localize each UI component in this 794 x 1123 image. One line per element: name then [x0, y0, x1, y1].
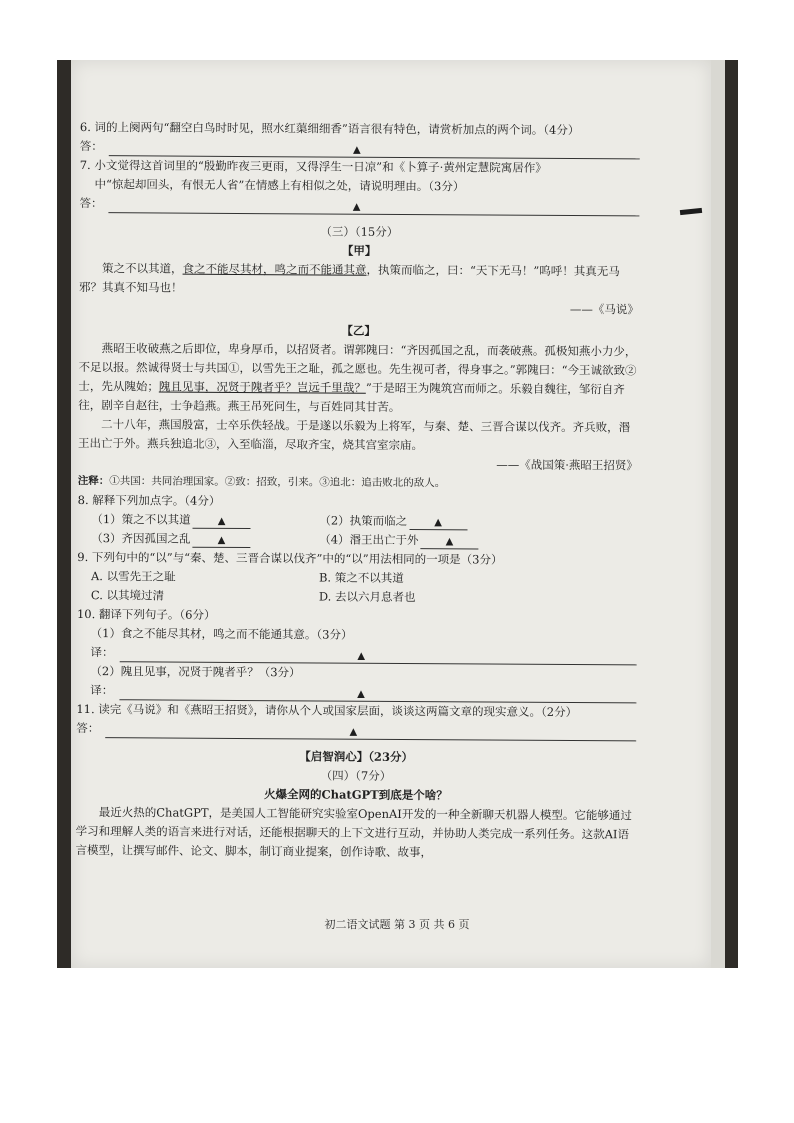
translation-row-2	[76, 681, 636, 703]
answer-marker: ▲	[353, 144, 361, 156]
article-title: 火爆全网的ChatGPT到底是个啥？	[263, 787, 448, 803]
paper-edge	[711, 60, 725, 968]
translation-label: 译：	[90, 683, 114, 698]
page-content	[75, 118, 640, 863]
yi-text-1: 燕昭王收破燕之后即位，卑身厚币，以招贤者。谓郭隗曰：“齐因孤国之乱，而袭破燕。孤极知燕小力少，不足以报。然诚得贤士与共国①，以雪先王之耻，孤之愿也。先生视可者，得身事之。”郭隗曰：“今王诚欲致②士，先从隗始；	[78, 341, 637, 394]
answer-blank: ▲	[409, 516, 467, 530]
section-3-title: （三）（15分）	[320, 224, 399, 239]
translation-label: 译：	[90, 645, 114, 660]
question-7-line-1: 7. 小文觉得这首词里的“殷勤昨夜三更雨，又得浮生一日凉”和《卜算子·黄州定慧院寓居作》	[79, 157, 547, 175]
answer-marker: ▲	[349, 726, 358, 738]
annotation-label: 注释：	[77, 474, 110, 488]
answer-marker: ▲	[352, 201, 361, 213]
jia-text-3: ，执策而临之，曰：“天下无马！”呜呼！其真无马邪？其真不知马也！	[78, 262, 620, 295]
passage-yi-heading: 【乙】	[341, 323, 376, 338]
answer-blank: ▲	[420, 535, 478, 549]
q10-sentence-2: （2）隗且见事，况贤于隗者乎？（3分）	[90, 664, 301, 680]
answer-label: 答：	[79, 195, 103, 211]
page-footer: 初二语文试题 第 3 页 共 6 页	[324, 918, 470, 931]
q8-item-1: （1）策之不以其道 ▲	[77, 510, 319, 530]
annotation-text: ①共国：共同治理国家。②致：招致，引来。③追北：追击败北的敌人。	[109, 475, 446, 490]
q9-option-b: B. 策之不以其道	[318, 570, 404, 585]
article-body: 最近火热的ChatGPT，是美国人工智能研究实验室OpenAI开发的一种全新聊天机器人模型。它能够通过学习和理解人类的语言来进行对话，还能根据聊天的上下文进行互动，并协助人类完成一系列任务。这款AI语言模型，让撰写邮件、论文、脚本，制订商业提案，创作诗歌、故事，	[75, 805, 632, 860]
q8-item-4: （4）湣王出亡于外 ▲	[319, 530, 478, 550]
yi-text-underlined: 隗且见事，况贤于隗者乎？岂远千里哉？	[158, 379, 366, 395]
section-qizhi-title: 【启智润心】（23分）	[299, 749, 414, 765]
passage-jia	[79, 259, 639, 300]
jia-text-underlined: 食之不能尽其材，鸣之而不能通其意	[182, 261, 367, 277]
jia-text-1: 策之不以其道，	[102, 261, 183, 276]
answer-marker: ▲	[357, 688, 365, 700]
q8-item-3: （3）齐因孤国之乱 ▲	[77, 529, 319, 549]
passage-yi-paragraph-2: 二十八年，燕国殷富，士卒乐佚轻战。于是遂以乐毅为上将军，与秦、楚、三晋合谋以伐齐。齐兵败，湣王出亡于外。燕兵独追北③，入至临淄，尽取齐宝，烧其宫室宗庙。	[77, 417, 631, 453]
question-7-line-2: 中“惊起却回头，有恨无人省”在情感上有相似之处，请说明理由。（3分）	[94, 177, 465, 194]
answer-row-7	[79, 194, 639, 216]
question-6: 6. 词的上阕两句“翻空白鸟时时见，照水红蕖细细香”语言很有特色，请赏析加点的两个词。（4分）	[79, 119, 580, 138]
passage-yi-paragraph-1	[78, 339, 638, 418]
answer-row-11	[76, 719, 636, 741]
answer-blank: ▲	[193, 515, 251, 529]
passage-jia-heading: 【甲】	[341, 243, 377, 258]
answer-label: 答：	[76, 720, 100, 736]
jia-source: ——《马说》	[569, 301, 639, 317]
yi-source: ——《战国策·燕昭王招贤》	[496, 457, 638, 473]
question-8: 8. 解释下列加点字。（4分）	[77, 492, 221, 508]
section-4-title: （四）（7分）	[320, 768, 392, 783]
answer-label: 答：	[79, 138, 103, 154]
answer-marker: ▲	[357, 650, 366, 662]
q9-option-d: D. 去以六月息者也	[318, 589, 416, 605]
question-9: 9. 下列句中的“以”与“秦、楚、三晋合谋以伐齐”中的“以”用法相同的一项是（3分）	[77, 549, 503, 567]
q10-sentence-1: （1）食之不能尽其材，鸣之而不能通其意。（3分）	[90, 626, 353, 642]
answer-line	[108, 199, 639, 216]
answer-line	[105, 724, 636, 741]
question-10: 10. 翻译下列句子。（6分）	[76, 606, 216, 622]
yi-text-3: ”于是昭王为隗筑宫而师之。乐毅自魏往，邹衍自齐往，剧辛自赵往，士争趋燕。燕王吊死问生，与百姓同其甘苦。	[78, 380, 625, 414]
answer-row-6	[80, 137, 640, 159]
question-11: 11. 读完《马说》和《燕昭王招贤》，请你从个人或国家层面，谈谈这两篇文章的现实意义。（2分）	[76, 701, 578, 720]
q9-option-c: C. 以其境过清	[90, 588, 165, 603]
q9-option-a: A. 以雪先王之耻	[90, 569, 176, 584]
answer-blank: ▲	[193, 534, 251, 548]
q8-item-2: （2）执策而临之 ▲	[319, 511, 467, 531]
translation-row-1	[77, 643, 637, 665]
